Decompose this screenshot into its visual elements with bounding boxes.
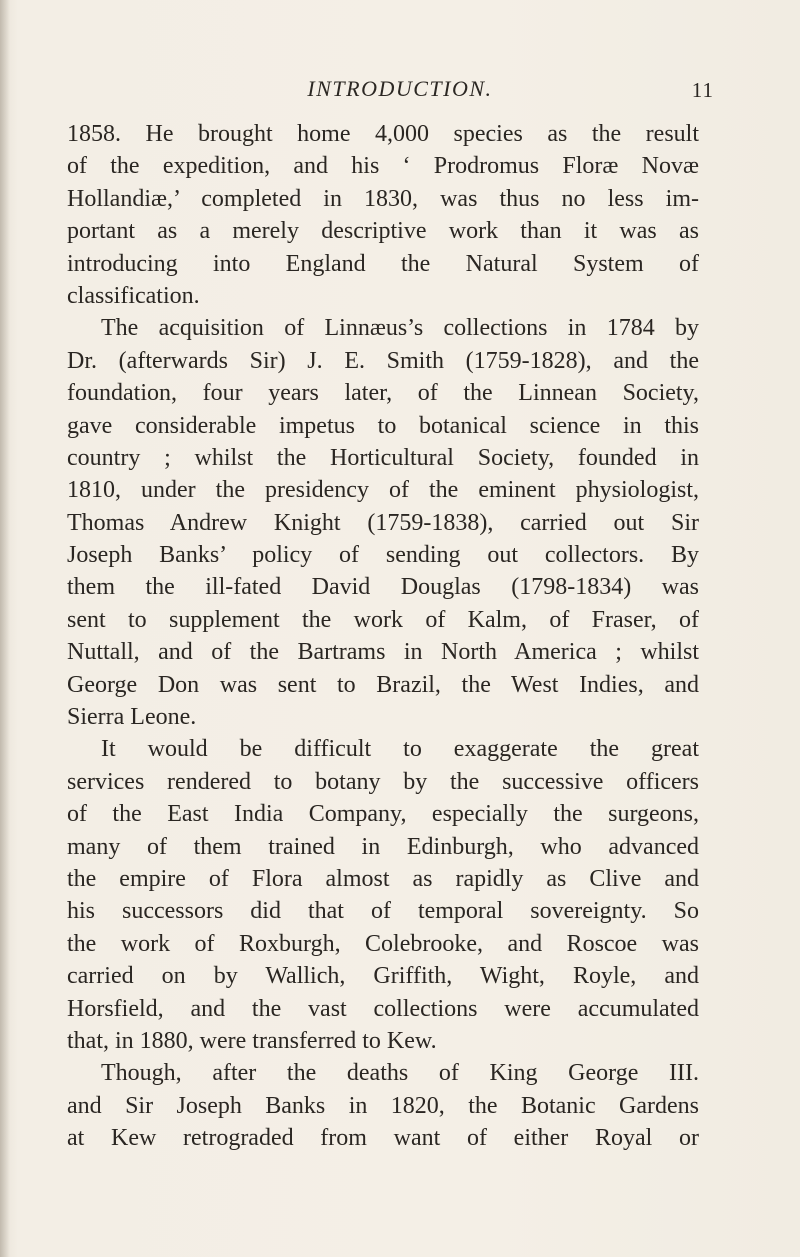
- text-line: and Sir Joseph Banks in 1820, the Botanic Gardens: [67, 1092, 699, 1119]
- text-line: foundation, four years later, of the Linnean Society,: [67, 380, 699, 407]
- text-line: carried on by Wallich, Griffith, Wight, Royle, and: [67, 963, 699, 990]
- text-line: them the ill-fated David Douglas (1798-1834) was: [67, 574, 699, 601]
- body-text: [67, 118, 699, 1155]
- text-line: his successors did that of temporal sovereignty. So: [67, 898, 699, 925]
- text-line: the empire of Flora almost as rapidly as Clive and: [67, 865, 699, 892]
- text-line: 1810, under the presidency of the eminent physiologist,: [67, 477, 699, 504]
- text-line: Dr. (afterwards Sir) J. E. Smith (1759-1828), and the: [67, 347, 699, 374]
- text-line: sent to supplement the work of Kalm, of Fraser, of: [67, 606, 699, 633]
- text-line: Sierra Leone.: [67, 704, 197, 731]
- text-line: portant as a merely descriptive work than it was as: [67, 218, 699, 245]
- text-line: of the East India Company, especially the surgeons,: [67, 801, 699, 828]
- text-line: Though, after the deaths of King George III.: [101, 1060, 699, 1087]
- text-line: services rendered to botany by the successive officers: [67, 768, 699, 795]
- text-line: introducing into England the Natural System of: [67, 250, 699, 277]
- text-line: It would be difficult to exaggerate the great: [101, 736, 699, 763]
- text-line: Nuttall, and of the Bartrams in North America ; whilst: [67, 639, 699, 666]
- text-line: country ; whilst the Horticultural Society, founded in: [67, 444, 699, 471]
- page-header: [0, 76, 800, 106]
- text-line: Thomas Andrew Knight (1759-1838), carried out Sir: [67, 509, 699, 536]
- text-line: classification.: [67, 282, 200, 309]
- running-head: INTRODUCTION.: [307, 76, 493, 101]
- text-line: many of them trained in Edinburgh, who advanced: [67, 833, 699, 860]
- text-line: gave considerable impetus to botanical science in this: [67, 412, 699, 439]
- spine-shadow: [0, 0, 10, 1257]
- text-line: Joseph Banks’ policy of sending out collectors. By: [67, 542, 699, 569]
- text-line: 1858. He brought home 4,000 species as the result: [67, 121, 699, 147]
- text-line: Horsfield, and the vast collections were accumulated: [67, 995, 699, 1022]
- text-line: Hollandiæ,’ completed in 1830, was thus no less im-: [67, 185, 699, 212]
- text-line: at Kew retrograded from want of either Royal or: [67, 1125, 699, 1152]
- text-line: the work of Roxburgh, Colebrooke, and Roscoe was: [67, 930, 699, 957]
- page-number: 11: [691, 78, 714, 102]
- text-line: that, in 1880, were transferred to Kew.: [67, 1027, 437, 1054]
- text-line: of the expedition, and his ‘ Prodromus Floræ Novæ: [67, 153, 699, 180]
- text-line: George Don was sent to Brazil, the West Indies, and: [67, 671, 699, 698]
- text-line: The acquisition of Linnæus’s collections in 1784 by: [101, 315, 699, 342]
